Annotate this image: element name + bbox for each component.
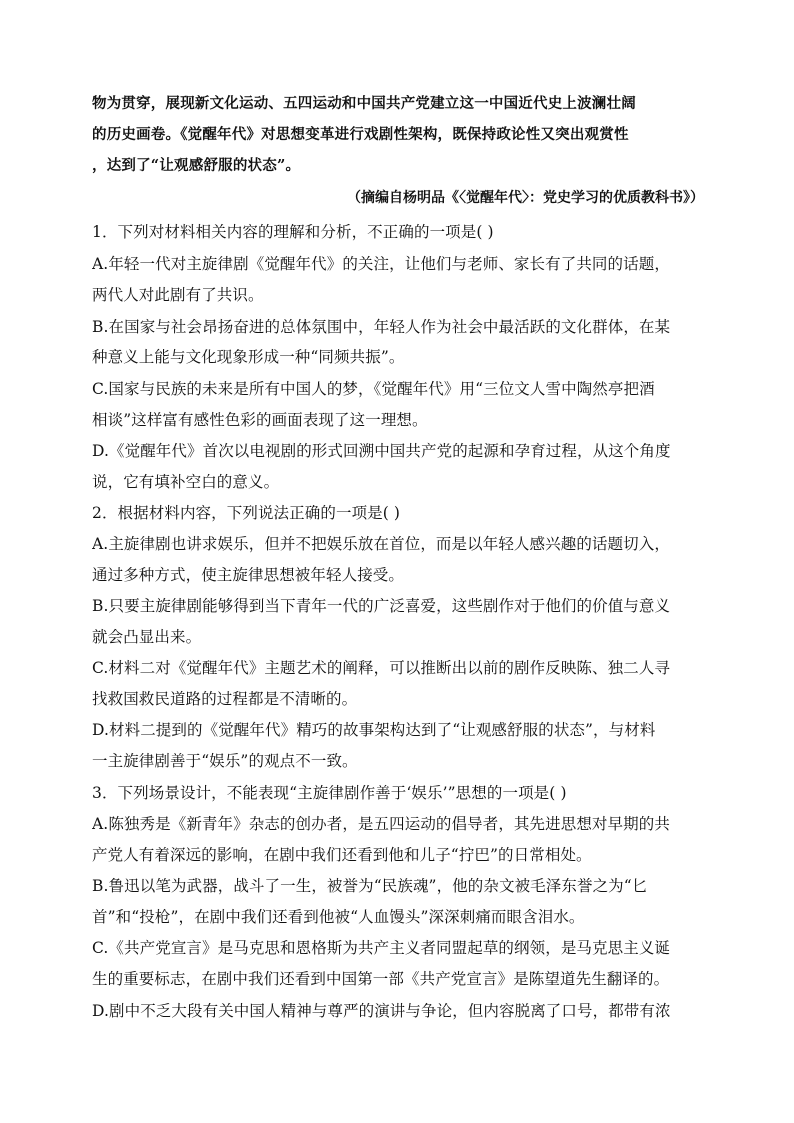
question-1-option-a: A.年轻一代对主旋律剧《觉醒年代》的关注，让他们与老师、家长有了共同的话题， <box>92 255 670 273</box>
question-1-option-b: B.在国家与社会昂扬奋进的总体氛围中，年轻人作为社会中最活跃的文化群体，在某 <box>92 318 671 336</box>
passage-line: ，达到了“让观感舒服的状态”。 <box>92 157 301 174</box>
question-2-option-a: A.主旋律剧也讲求娱乐，但并不把娱乐放在首位，而是以年轻人感兴趣的话题切入， <box>92 535 670 553</box>
question-1-option-b-cont: 种意义上能与文化现象形成一种“同频共振”。 <box>92 348 405 366</box>
question-1-option-a-cont: 两代人对此剧有了共识。 <box>92 286 264 304</box>
passage-line: 的历史画卷。《觉醒年代》对思想变革进行戏剧性架构，既保持政论性又突出观赏性 <box>92 126 629 143</box>
passage-line: 物为贯穿，展现新文化运动、五四运动和中国共产党建立这一中国近代史上波澜壮阔 <box>92 95 636 112</box>
question-3-option-a: A.陈独秀是《新青年》杂志的创办者，是五四运动的倡导者，其先进思想对早期的共 <box>92 815 670 833</box>
question-1-option-c: C.国家与民族的未来是所有中国人的梦，《觉醒年代》用“三位文人雪中陶然亭把酒 <box>92 380 655 398</box>
question-3-option-c: C.《共产党宣言》是马克思和恩格斯为共产主义者同盟起草的纲领，是马克思主义诞 <box>92 939 671 957</box>
question-3-option-b: B.鲁迅以笔为武器，战斗了一生，被誉为“民族魂”，他的杂文被毛泽东誉之为“匕 <box>92 877 648 895</box>
question-3-option-b-cont: 首”和“投枪”，在剧中我们还看到他被“人血馒头”深深刺痛而眼含泪水。 <box>92 908 585 926</box>
question-2-option-c: C.材料二对《觉醒年代》主题艺术的阐释，可以推断出以前的剧作反映陈、独二人寻 <box>92 659 671 677</box>
question-3-option-d: D.剧中不乏大段有关中国人精神与尊严的演讲与争论，但内容脱离了口号，都带有浓 <box>92 1002 671 1020</box>
question-1-option-d-cont: 说，它有填补空白的意义。 <box>92 473 280 491</box>
question-2-option-d: D.材料二提到的《觉醒年代》精巧的故事架构达到了“让观感舒服的状态”，与材料 <box>92 721 656 739</box>
question-2-option-d-cont: 一主旋律剧善于“娱乐”的观点不一致。 <box>92 752 358 770</box>
question-3-option-c-cont: 生的重要标志，在剧中我们还看到中国第一部《共产党宣言》是陈望道先生翻译的。 <box>92 970 670 988</box>
question-2-option-c-cont: 找救国救民道路的过程都是不清晰的。 <box>92 690 358 708</box>
question-3-option-a-cont: 产党人有着深远的影响，在剧中我们还看到他和儿子“拧巴”的日常相处。 <box>92 846 592 864</box>
passage-source: （摘编自杨明品《〈觉醒年代〉：党史学习的优质教科书》） <box>347 190 704 206</box>
question-1-stem: 1．下列对材料相关内容的理解和分析，不正确的一项是( ) <box>92 223 494 241</box>
question-1-option-c-cont: 相谈”这样富有感性色彩的画面表现了这一理想。 <box>92 411 428 429</box>
question-2-option-a-cont: 通过多种方式，使主旋律思想被年轻人接受。 <box>92 566 405 584</box>
question-2-option-b: B.只要主旋律剧能够得到当下青年一代的广泛喜爱，这些剧作对于他们的价值与意义 <box>92 597 671 615</box>
question-2-option-b-cont: 就会凸显出来。 <box>92 628 202 646</box>
question-3-stem: 3．下列场景设计，不能表现“主旋律剧作善于‘娱乐’”思想的一项是( ) <box>92 784 567 802</box>
question-1-option-d: D.《觉醒年代》首次以电视剧的形式回溯中国共产党的起源和孕育过程，从这个角度 <box>92 442 671 460</box>
question-2-stem: 2．根据材料内容，下列说法正确的一项是( ) <box>92 504 401 522</box>
